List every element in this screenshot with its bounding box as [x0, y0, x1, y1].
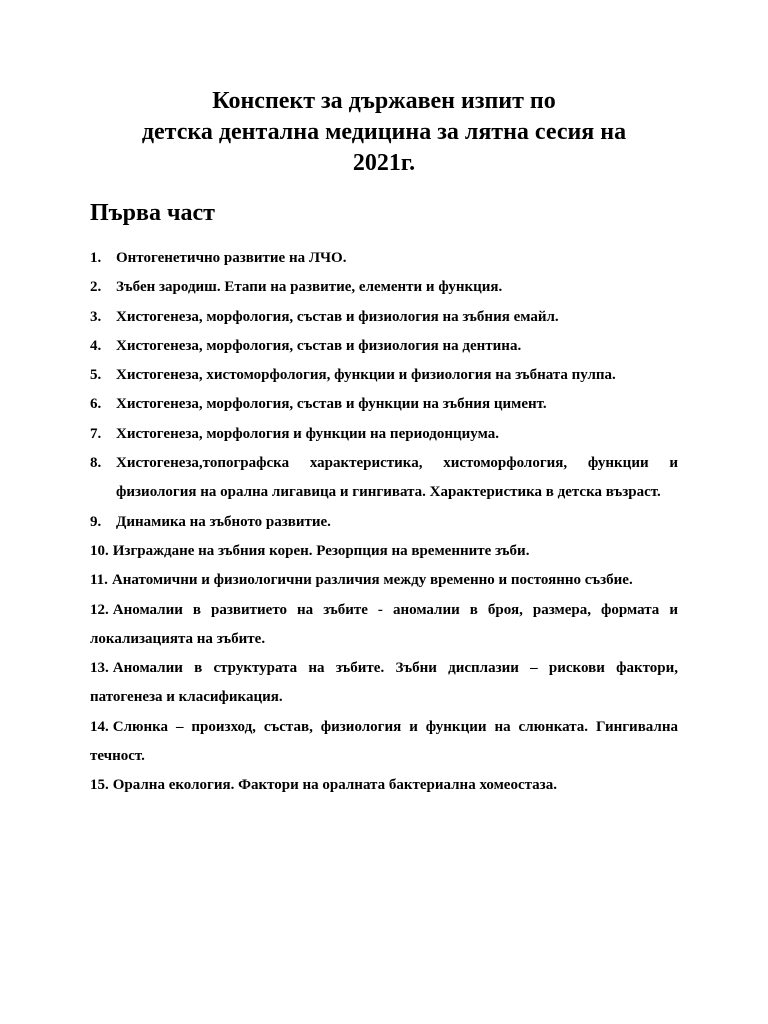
item-number: 13. — [90, 660, 109, 677]
item-number: 3. — [90, 308, 102, 325]
item-text: Онтогенетично развитие на ЛЧО. — [116, 250, 347, 266]
item-text: Динамика на зъбното развитие. — [116, 513, 331, 530]
item-number: 7. — [90, 425, 102, 442]
item-text: Хистогенеза, морфология, състав и функции на зъбния цимент. — [116, 396, 547, 413]
item-number: 4. — [90, 337, 102, 354]
list-item — [90, 713, 678, 772]
list-item — [90, 303, 678, 332]
list-item — [90, 771, 678, 800]
item-text: Орална екология. Фактори на оралната бактериална хомеостаза. — [112, 777, 557, 794]
list-item — [90, 244, 678, 273]
title-line: 2021г. — [352, 150, 416, 176]
item-number: 10. — [90, 542, 109, 559]
item-text: Изграждане на зъбния корен. Резорпция на временните зъби. — [112, 542, 530, 559]
title-line: Конспект за държавен изпит по — [212, 88, 556, 114]
document-title — [90, 86, 678, 179]
item-number: 8. — [90, 455, 102, 472]
item-number: 5. — [90, 367, 102, 384]
item-number: 9. — [90, 513, 102, 530]
item-number: 2. — [90, 279, 102, 296]
item-text: Хистогенеза, хистоморфология, функции и физиология на зъбната пулпа. — [116, 367, 616, 384]
item-text: Зъбен зародиш. Етапи на развитие, елементи и функция. — [116, 279, 503, 296]
list-item — [90, 654, 678, 713]
list-item — [90, 390, 678, 419]
item-text: Аномалии в структурата на зъбите. Зъбни дисплазии – рискови фактори, патогенеза и класификация. — [90, 660, 678, 706]
item-number: 6. — [90, 396, 102, 413]
topic-list — [90, 244, 678, 801]
item-text: Хистогенеза, морфология, състав и физиология на дентина. — [116, 337, 522, 354]
item-number: 12. — [90, 601, 109, 618]
list-item — [90, 537, 678, 566]
item-text: Анатомични и физиологични различия между временно и постоянно съзбие. — [111, 572, 633, 589]
item-number: 1. — [90, 250, 102, 266]
item-text: Хистогенеза, морфология, състав и физиология на зъбния емайл. — [116, 308, 559, 325]
list-item — [90, 361, 678, 390]
item-number: 11. — [90, 572, 108, 589]
list-item — [90, 508, 678, 537]
item-text: Хистогенеза,топографска характеристика, хистоморфология, функции и физиология на орална лигавица и гингивата. Характеристика в детска възраст. — [116, 455, 678, 501]
list-item — [90, 566, 678, 595]
item-number: 14. — [90, 718, 109, 735]
item-text: Аномалии в развитието на зъбите - аномалии в броя, размера, формата и локализацията на зъбите. — [90, 601, 678, 647]
list-item — [90, 420, 678, 449]
list-item — [90, 332, 678, 361]
item-text: Хистогенеза, морфология и функции на периодонциума. — [116, 425, 499, 442]
item-text: Слюнка – произход, състав, физиология и функции на слюнката. Гингивална течност. — [90, 718, 678, 765]
list-item — [90, 273, 678, 302]
title-line: детска дентална медицина за лятна сесия на — [141, 119, 627, 145]
section-heading: Първа част — [90, 200, 215, 226]
item-number: 15. — [90, 777, 109, 794]
list-item — [90, 449, 678, 508]
list-item — [90, 596, 678, 655]
